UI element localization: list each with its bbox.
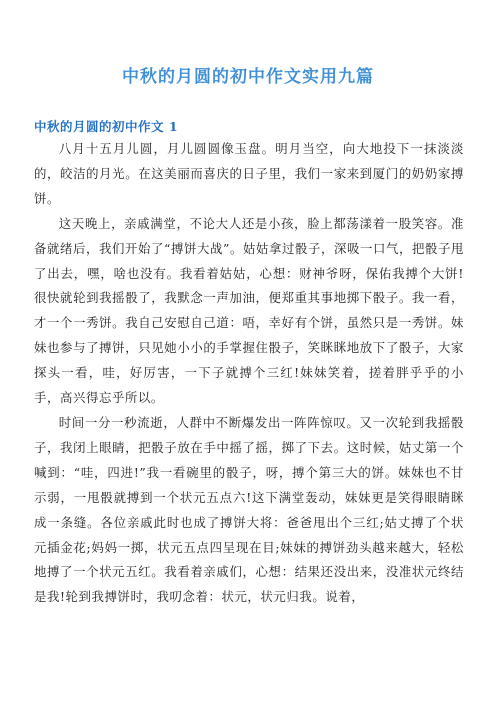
paragraph: 时间一分一秒流逝，人群中不断爆发出一阵阵惊叹。又一次轮到我摇骰子，我闭上眼睛，把骰子放在手中摇了摇，掷了下去。这时候，姑丈第一个喊到：“哇，四进!”我一看碗里的骰子，呀，搏个第三大的饼。妹妹也不甘示弱，一甩骰就搏到一个状元五点六!这下满堂轰动，妹妹更是笑得眼睛眯成一条缝。各位亲戚此时也成了搏饼大将：爸爸甩出个三红;姑丈搏了个状元插金花;妈妈一掷，状元五点四呈现在目;妹妹的搏饼劲头越来越大，轻松地搏了一个状元五红。我看着亲戚们，心想：结果还没出来，没准状元终结是我!轮到我搏饼时，我叨念着：状元，状元归我。说着， — [34, 414, 464, 605]
paragraph: 这天晚上，亲戚满堂，不论大人还是小孩，脸上都荡漾着一股笑容。准备就绪后，我们开始了“搏饼大战”。姑姑拿过骰子，深吸一口气，把骰子甩了出去，嘿，啥也没有。我看着姑姑，心想：财神爷呀，保佑我搏个大饼!很快就轮到我摇骰了，我默念一声加油，便郑重其事地掷下骰子。我一看，才一个一秀饼。我自己安慰自己道：唔，幸好有个饼，虽然只是一秀饼。妹妹也参与了搏饼，只见她小小的手掌握住骰子，笑眯眯地放下了骰子，大家探头一看，哇，好厉害，一下子就搏个三红!妹妹笑着，搓着胖乎乎的小手，高兴得忘乎所以。 — [34, 215, 464, 406]
section-heading: 中秋的月圆的初中作文 1 — [34, 119, 179, 134]
paragraph: 八月十五月儿圆，月儿圆圆像玉盘。明月当空，向大地投下一抹淡淡的，皎洁的月光。在这美丽而喜庆的日子里，我们一家来到厦门的奶奶家搏饼。 — [34, 141, 464, 206]
document-title: 中秋的月圆的初中作文实用九篇 — [122, 67, 374, 87]
article-body — [34, 137, 464, 610]
